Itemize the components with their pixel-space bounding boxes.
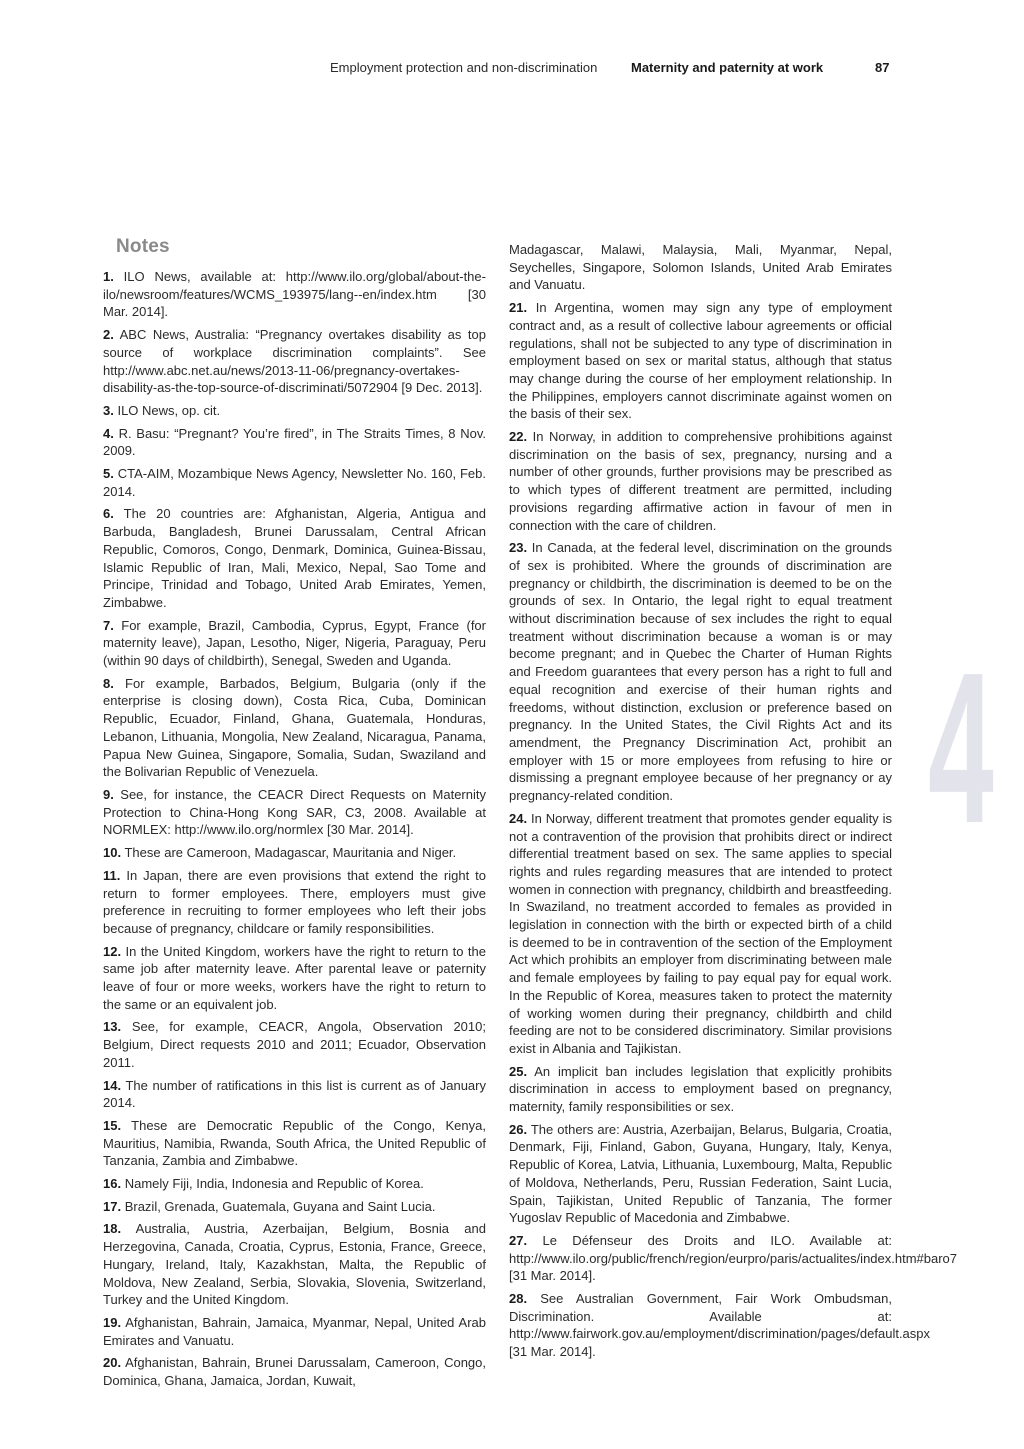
note-item [103, 675, 486, 781]
note-item [103, 1117, 486, 1170]
note-text: ABC News, Australia: “Pregnancy overtakes disability as top source of workplace discrimination complaints”. See http://www.abc.net.au/news/2013-11-06/pregnancy-overtakes-disability-as-the-top-source-of-discriminati/5072904 [9 Dec. 2013]. [103, 327, 486, 396]
note-text: See Australian Government, Fair Work Ombudsman, Discrimination. Available at: http://www.fairwork.gov.au/employment/discrimination/pages/default.aspx [31 Mar. 2014]. [509, 1291, 931, 1360]
note-text: In Norway, different treatment that promotes gender equality is not a contravention of the provision that prohibits direct or indirect differential treatment based on sex. The same applies to special rights and rules regarding measures that are intended to protect women in connection with pregnancy, childbirth and breastfeeding. In Swaziland, no treatment accorded to females as provided in legislation in connection with the birth or expected birth of a child is deemed to be in contravention of the section of the Employment Act which prohibits an employer from discriminating between male and female employees by failing to pay equal pay for equal work. In the Republic of Korea, measures taken to protect the maternity of working women during their pregnancy, childbirth and child feeding are not to be considered discriminatory. Similar provisions exist in Albania and Tajikistan. [509, 810, 892, 1056]
note-item [103, 425, 486, 460]
note-item [509, 299, 892, 423]
note-text: Namely Fiji, India, Indonesia and Republic of Korea. [124, 1176, 424, 1192]
note-item [103, 786, 486, 839]
note-item [103, 326, 486, 397]
note-item [103, 617, 486, 670]
note-number: 26. [509, 1121, 528, 1137]
note-text: Afghanistan, Bahrain, Brunei Darussalam, Cameroon, Congo, Dominica, Ghana, Jamaica, Jordan, Kuwait, [103, 1355, 486, 1389]
note-item [509, 1290, 931, 1361]
note-number: 7. [103, 617, 114, 633]
note-number: 11. [103, 867, 121, 883]
note-number: 14. [103, 1077, 122, 1093]
note-number: 23. [509, 540, 528, 556]
note-text: The others are: Austria, Azerbaijan, Belarus, Bulgaria, Croatia, Denmark, Fiji, Finland, Gabon, Guyana, Hungary, Italy, Kenya, Republic of Korea, Latvia, Lithuania, Luxembourg, Malta, Republic of Moldova, Netherlands, Peru, Russian Federation, Saint Lucia, Spain, Tajikistan, United Republic of Tanzania, The former Yugoslav Republic of Macedonia and Zimbabwe. [509, 1121, 892, 1226]
note-text: Afghanistan, Bahrain, Jamaica, Myanmar, Nepal, United Arab Emirates and Vanuatu. [103, 1314, 486, 1348]
note-number: 6. [103, 506, 114, 522]
note-continuation [509, 241, 892, 294]
notes-column-left [103, 268, 486, 1395]
note-item [509, 428, 892, 534]
note-number: 15. [103, 1117, 122, 1133]
note-item [103, 844, 486, 862]
note-number: 17. [103, 1198, 122, 1214]
note-item [509, 1121, 892, 1227]
note-text: For example, Barbados, Belgium, Bulgaria (only if the enterprise is closing down), Costa Rica, Cuba, Dominican Republic, Ecuador, Finland, Ghana, Guatemala, Honduras, Lebanon, Lithuania, Mongolia, New Zealand, Nicaragua, Panama, Papua New Guinea, Singapore, Somalia, Sudan, Swaziland and the Bolivarian Republic of Venezuela. [103, 675, 486, 780]
note-number: 20. [103, 1355, 122, 1371]
note-text: Brazil, Grenada, Guatemala, Guyana and Saint Lucia. [124, 1198, 436, 1214]
note-text: The number of ratifications in this list is current as of January 2014. [103, 1077, 486, 1111]
note-item [509, 1063, 892, 1116]
note-text: Le Défenseur des Droits and ILO. Available at: http://www.ilo.org/public/french/region/eurpro/paris/actualites/index.htm#baro7 [31 Mar. 2014]. [509, 1232, 958, 1284]
chapter-marker: 4 [928, 627, 994, 868]
header-chapter-title: Maternity and paternity at work [631, 60, 824, 75]
note-item [103, 505, 486, 611]
note-number: 22. [509, 429, 528, 445]
running-header [0, 60, 1024, 80]
note-item [103, 943, 486, 1014]
note-number: 1. [103, 269, 114, 284]
note-number: 21. [509, 300, 528, 316]
note-item [103, 402, 486, 420]
note-number: 13. [103, 1019, 122, 1035]
note-number: 8. [103, 675, 114, 691]
note-number: 19. [103, 1314, 122, 1330]
note-item [103, 1018, 486, 1071]
note-text: In Japan, there are even provisions that extend the right to return to former employees. There, employers must give preference in recruiting to former employees who left their jobs because of pregnancy, childcare or family responsibilities. [103, 867, 486, 936]
note-item [103, 465, 486, 500]
note-text: See, for instance, the CEACR Direct Requests on Maternity Protection to China-Hong Kong SAR, C3, 2008. Available at NORMLEX: http://www.ilo.org/normlex [30 Mar. 2014]. [103, 786, 486, 838]
note-number: 4. [103, 425, 114, 441]
note-number: 5. [103, 466, 114, 482]
note-number: 25. [509, 1063, 528, 1079]
note-number: 3. [103, 402, 114, 418]
note-item [509, 539, 892, 805]
note-item [103, 1314, 486, 1349]
note-item [103, 1198, 486, 1216]
note-text: R. Basu: “Pregnant? You’re fired”, in The Straits Times, 8 Nov. 2009. [103, 425, 486, 459]
note-number: 16. [103, 1176, 122, 1192]
note-item [103, 1354, 486, 1389]
note-number: 10. [103, 845, 122, 861]
note-number: 9. [103, 786, 114, 802]
note-number: 28. [509, 1291, 528, 1307]
note-text: An implicit ban includes legislation that explicitly prohibits discrimination in access to employment based on pregnancy, maternity, family responsibilities or sex. [509, 1063, 892, 1115]
note-text: In Argentina, women may sign any type of employment contract and, as a result of collective labour agreements or official regulations, shall not be subjected to any type of discrimination in employment based on sex or marital status, although that status may change during the course of her employment relationship. In the Philippines, employers cannot discriminate against women on the basis of their sex. [509, 300, 892, 422]
note-text: In Norway, in addition to comprehensive prohibitions against discrimination on the basis of sex, pregnancy, nursing and a number of other grounds, further provisions may be prescribed as to which types of different treatment are permitted, including provisions regarding affirmative action in favour of men in connection with the care of children. [509, 429, 892, 533]
note-text: These are Cameroon, Madagascar, Mauritania and Niger. [124, 845, 457, 861]
note-number: 12. [103, 943, 122, 959]
note-number: 24. [509, 810, 528, 826]
page-number: 87 [875, 60, 890, 75]
note-item [103, 1175, 486, 1193]
note-item [509, 1232, 958, 1285]
note-text: These are Democratic Republic of the Congo, Kenya, Mauritius, Namibia, Rwanda, South Africa, the United Republic of Tanzania, Zambia and Zimbabwe. [103, 1117, 486, 1169]
notes-column-right [509, 241, 958, 1366]
note-text: The 20 countries are: Afghanistan, Algeria, Antigua and Barbuda, Bangladesh, Brunei Darussalam, Central African Republic, Comoros, Congo, Denmark, Dominica, Guinea-Bissau, Islamic Republic of Iran, Mali, Mexico, Nepal, Sao Tome and Principe, Trinidad and Tobago, United Arab Emirates, Yemen, Zimbabwe. [103, 506, 486, 610]
note-text: For example, Brazil, Cambodia, Cyprus, Egypt, France (for maternity leave), Japan, Lesotho, Niger, Nigeria, Paraguay, Peru (within 90 days of childbirth), Senegal, Sweden and Uganda. [103, 617, 486, 669]
notes-heading: Notes [116, 236, 170, 257]
header-section-title: Employment protection and non-discrimination [330, 60, 598, 75]
note-item [509, 810, 892, 1058]
note-number: 18. [103, 1221, 122, 1237]
note-text: See, for example, CEACR, Angola, Observation 2010; Belgium, Direct requests 2010 and 2011; Ecuador, Observation 2011. [103, 1019, 486, 1070]
note-continuation-text: Madagascar, Malawi, Malaysia, Mali, Myanmar, Nepal, Seychelles, Singapore, Solomon Islands, United Arab Emirates and Vanuatu. [509, 242, 892, 293]
note-number: 2. [103, 327, 114, 343]
note-item [103, 268, 486, 321]
note-item [103, 1220, 486, 1309]
note-number: 27. [509, 1232, 528, 1248]
note-text: In the United Kingdom, workers have the right to return to the same job after maternity leave. After parental leave or paternity leave of four or more weeks, workers have the right to return to the same or an equivalent job. [103, 943, 486, 1012]
note-text: Australia, Austria, Azerbaijan, Belgium, Bosnia and Herzegovina, Canada, Croatia, Cyprus, Estonia, France, Greece, Hungary, Ireland, Italy, Kazakhstan, Malta, the Republic of Moldova, New Zealand, Serbia, Slovakia, Slovenia, Switzerland, Turkey and the United Kingdom. [103, 1221, 486, 1308]
note-text: ILO News, op. cit. [117, 402, 221, 418]
note-text: In Canada, at the federal level, discrimination on the grounds of sex is prohibited. Where the grounds of discrimination are pregnancy or childbirth, the discrimination is deemed to be on the grounds of sex. In Ontario, the legal right to equal treatment without discrimination because of sex includes the right to equal treatment without discrimination because a woman is or may become pregnant; and in Quebec the Charter of Human Rights and Freedom guarantees that every person has a right to full and equal recognition and exercise of their human rights and freedoms, without distinction, exclusion or preference based on pregnancy. In the United States, the Civil Rights Act and its amendment, the Pregnancy Discrimination Act, prohibit an employer with 15 or more employees from refusing to hire or dismissing a pregnant employee because of her pregnancy or ay pregnancy-related condition. [509, 540, 892, 804]
note-text: ILO News, available at: http://www.ilo.org/global/about-the-ilo/newsroom/features/WCMS_193975/lang--en/index.htm [30 Mar. 2014]. [103, 269, 486, 320]
note-item [103, 1077, 486, 1112]
note-item [103, 867, 486, 938]
note-text: CTA-AIM, Mozambique News Agency, Newsletter No. 160, Feb. 2014. [103, 466, 487, 499]
